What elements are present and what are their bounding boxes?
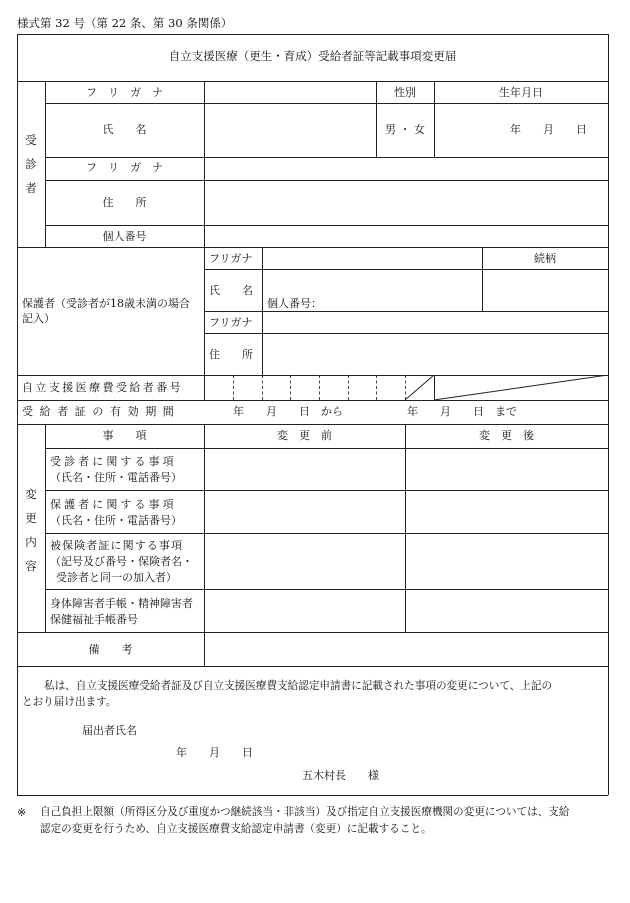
change-row-guardian: 保護者に関する事項 （氏名・住所・電話番号）: [50, 498, 182, 527]
applicant-name-field[interactable]: [150, 720, 450, 738]
note-mark: ※: [17, 806, 27, 819]
declaration-date[interactable]: 年 月 日: [176, 746, 253, 759]
recipient-number-field[interactable]: [205, 376, 433, 399]
guardian-label: 保護者（受診者が18歳未満の場合記入）: [22, 297, 190, 325]
change-before-field-3[interactable]: [205, 534, 404, 588]
relation-field[interactable]: [483, 270, 607, 310]
relation-label: 続柄: [534, 252, 556, 265]
patient-name-label: 氏 名: [102, 123, 147, 136]
validity-label: 受給者証の有効期間: [22, 405, 181, 418]
change-row-insurance: 被保険者証に関する事項 （記号及び番号・保険者名・ 受診者と同一の加入者）: [50, 539, 193, 584]
recipient-number-label: 自立支援医療費受給者番号: [22, 381, 184, 394]
guardian-name-label: 氏 名: [209, 284, 253, 297]
patient-furigana-label: フ リ ガ ナ: [86, 86, 163, 99]
declaration-line-1: 私は、自立支援医療受給者証及び自立支援医療費支給認定申請書に記載された事項の変更について、上記の: [44, 680, 553, 692]
personal-number-field[interactable]: [205, 226, 607, 246]
validity-to[interactable]: 年 月 日 まで: [407, 405, 517, 418]
patient-furigana-field[interactable]: [205, 82, 375, 102]
change-after-field-2[interactable]: [406, 491, 607, 532]
birthdate-label: 生年月日: [499, 86, 543, 99]
change-before-field-2[interactable]: [205, 491, 404, 532]
remarks-field[interactable]: [205, 633, 607, 665]
change-after-field-3[interactable]: [406, 534, 607, 588]
patient-address-label: 住 所: [102, 196, 147, 209]
note-line-2: 認定の変更を行うため、自立支援医療費支給認定申請書（変更）に記載すること。: [40, 823, 432, 835]
form-title: 自立支援医療（更生・育成）受給者証等記載事項変更届: [168, 49, 457, 63]
applicant-name-label: 届出者氏名: [82, 724, 137, 737]
guardian-personal-number-label: 個人番号：: [267, 297, 322, 310]
change-row-handbook: 身体障害者手帳・精神障害者 保健福祉手帳番号: [50, 597, 193, 626]
change-row-patient: 受診者に関する事項 （氏名・住所・電話番号）: [50, 455, 182, 484]
patient-section-label: 受 診 者: [25, 133, 37, 195]
guardian-address-furigana-field[interactable]: [263, 312, 607, 332]
change-after-field-4[interactable]: [406, 590, 607, 631]
declaration-line-2: とおり届け出ます。: [22, 696, 117, 708]
remarks-label: 備 考: [88, 643, 133, 656]
changes-header-before: 変 更 前: [277, 429, 332, 442]
sex-choice[interactable]: 男 ・ 女: [385, 123, 425, 136]
form-number: 様式第 32 号（第 22 条、第 30 条関係）: [17, 16, 233, 30]
addressee: 五木村長 様: [302, 769, 379, 782]
guardian-furigana-label: フリガナ: [209, 252, 253, 265]
changes-header-after: 変 更 後: [479, 429, 534, 442]
personal-number-label: 個人番号: [102, 230, 147, 243]
patient-address-field[interactable]: [205, 181, 607, 224]
guardian-furigana-label-2: フリガナ: [209, 316, 253, 329]
sex-label: 性別: [394, 86, 416, 99]
changes-header-item: 事 項: [102, 429, 147, 442]
change-before-field-1[interactable]: [205, 449, 404, 489]
birthdate-field[interactable]: 年 月 日: [510, 123, 587, 136]
change-before-field-4[interactable]: [205, 590, 404, 631]
validity-from[interactable]: 年 月 日 から: [233, 405, 343, 418]
change-after-field-1[interactable]: [406, 449, 607, 489]
address-furigana-label: フ リ ガ ナ: [86, 161, 163, 174]
guardian-name-field[interactable]: [263, 270, 481, 310]
patient-name-field[interactable]: [205, 104, 375, 156]
note-line-1: 自己負担上限額（所得区分及び重度かつ継続該当・非該当）及び指定自立支援医療機関の変更については、支給: [40, 806, 570, 818]
recipient-number-slash: [405, 375, 609, 401]
guardian-furigana-field[interactable]: [263, 248, 481, 268]
guardian-address-label: 住 所: [209, 348, 253, 361]
guardian-address-field[interactable]: [263, 334, 607, 374]
address-furigana-field[interactable]: [205, 158, 607, 179]
changes-section-label: 変 更 内 容: [25, 487, 37, 573]
